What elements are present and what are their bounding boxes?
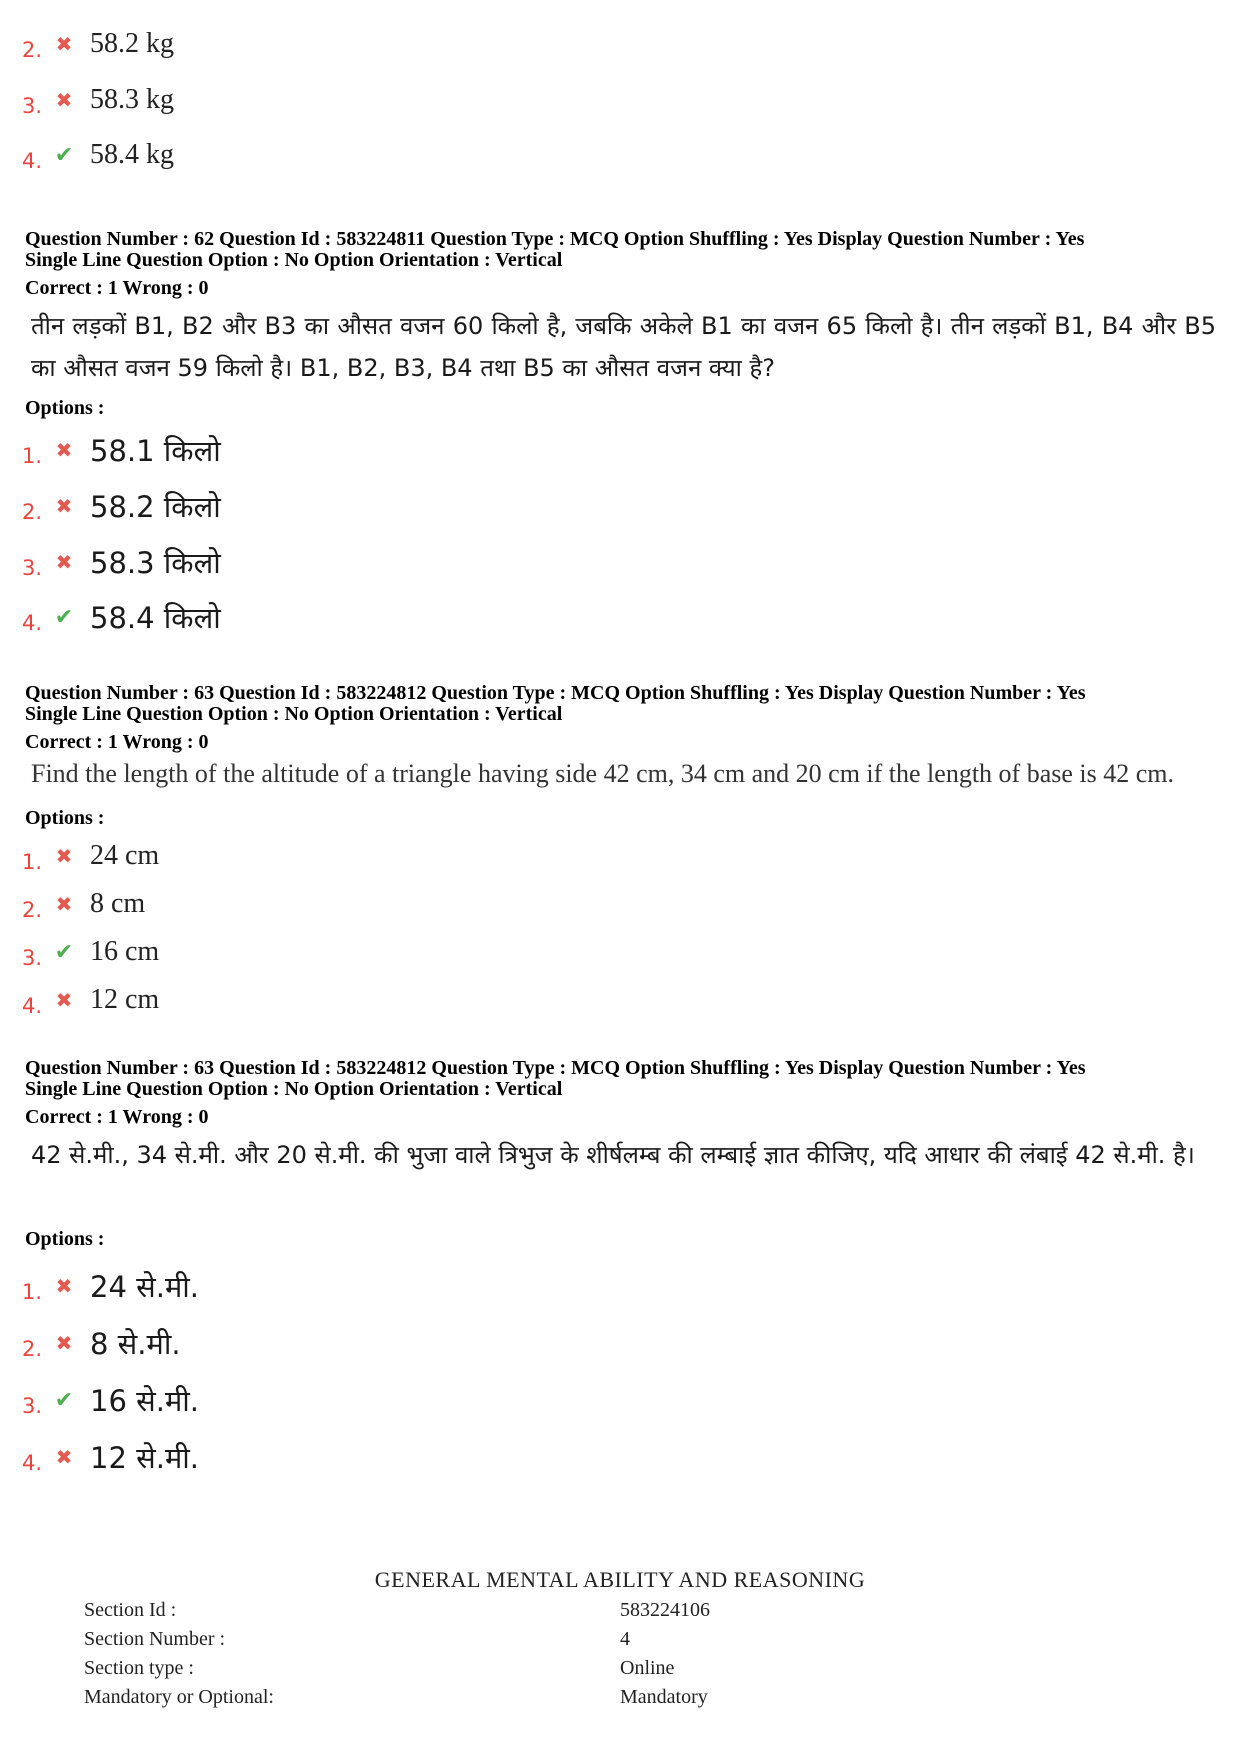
q62-options-label: Options : bbox=[25, 397, 105, 419]
cross-icon: ✖ bbox=[55, 32, 73, 56]
q62-meta-line-1: Question Number : 62 Question Id : 583224811 Question Type : MCQ Option Shuffling : Yes Display Question Number : Yes bbox=[25, 228, 1085, 250]
option-number: 3. bbox=[22, 94, 43, 118]
q63b-meta-line-2: Single Line Question Option : No Option Orientation : Vertical bbox=[25, 1078, 563, 1100]
cross-icon: ✖ bbox=[55, 988, 73, 1012]
check-icon: ✔ bbox=[54, 604, 74, 630]
option-text: 58.4 kg bbox=[90, 139, 174, 170]
option-number: 2. bbox=[22, 898, 43, 922]
option-number: 2. bbox=[22, 1337, 43, 1361]
q63a-option-4 bbox=[22, 980, 159, 1020]
option-number: 4. bbox=[22, 994, 43, 1018]
section-number-value: 4 bbox=[620, 1628, 630, 1650]
section-title: GENERAL MENTAL ABILITY AND REASONING bbox=[374, 1567, 866, 1592]
q62-meta-line-2: Single Line Question Option : No Option Orientation : Vertical bbox=[25, 249, 563, 271]
option-number: 4. bbox=[22, 1451, 43, 1475]
cross-icon: ✖ bbox=[55, 892, 73, 916]
option-text: 58.4 किलो bbox=[90, 600, 221, 635]
q63b-score: Correct : 1 Wrong : 0 bbox=[25, 1106, 209, 1128]
q63a-option-2 bbox=[22, 884, 145, 924]
q63b-question-text: 42 से.मी., 34 से.मी. और 20 से.मी. की भुजा वाले त्रिभुज के शीर्षलम्ब की लम्बाई ज्ञात कीजिए, यदि आधार की लंबाई 42 से.मी. है। bbox=[31, 1141, 1195, 1169]
option-number: 4. bbox=[22, 611, 43, 635]
option-number: 3. bbox=[22, 946, 43, 970]
check-icon: ✔ bbox=[54, 142, 74, 168]
option-text: 58.2 kg bbox=[90, 28, 174, 59]
option-text: 8 से.मी. bbox=[90, 1326, 181, 1361]
q62-option-2 bbox=[22, 486, 221, 526]
option-text: 58.3 किलो bbox=[90, 545, 221, 580]
q63b-option-4 bbox=[22, 1437, 199, 1477]
q63a-question-text: Find the length of the altitude of a triangle having side 42 cm, 34 cm and 20 cm if the length of base is 42 cm. bbox=[31, 759, 1175, 788]
option-text: 16 से.मी. bbox=[90, 1383, 200, 1418]
section-type-label: Section type : bbox=[84, 1657, 194, 1679]
q63a-score: Correct : 1 Wrong : 0 bbox=[25, 731, 209, 753]
option-number: 4. bbox=[22, 149, 43, 173]
option-text: 58.3 kg bbox=[90, 84, 174, 115]
cross-icon: ✖ bbox=[55, 88, 73, 112]
q63b-meta-line-1: Question Number : 63 Question Id : 583224812 Question Type : MCQ Option Shuffling : Yes Display Question Number : Yes bbox=[25, 1057, 1086, 1079]
q61-option-3 bbox=[22, 80, 174, 120]
q62-question-text: तीन लड़कों B1, B2 और B3 का औसत वजन 60 किलो है, जबकि अकेले B1 का वजन 65 किलो है। तीन लड़कों B1, B4 और B5 का औसत वजन 59 किलो है। B1, B2, B3, B4 तथा B5 का औसत वजन क्या है? bbox=[31, 312, 1216, 382]
section-mandatory-value: Mandatory bbox=[620, 1686, 708, 1708]
q63a-option-3 bbox=[22, 932, 159, 972]
check-icon: ✔ bbox=[54, 939, 74, 965]
q63b-option-3 bbox=[22, 1380, 199, 1420]
option-text: 24 cm bbox=[90, 840, 160, 871]
cross-icon: ✖ bbox=[55, 550, 73, 574]
option-text: 58.1 किलो bbox=[90, 433, 221, 468]
q62-score: Correct : 1 Wrong : 0 bbox=[25, 277, 209, 299]
cross-icon: ✖ bbox=[55, 1331, 73, 1355]
option-number: 3. bbox=[22, 556, 43, 580]
cross-icon: ✖ bbox=[55, 494, 73, 518]
option-number: 1. bbox=[22, 850, 43, 874]
option-number: 3. bbox=[22, 1394, 43, 1418]
section-number-label: Section Number : bbox=[84, 1628, 226, 1650]
option-text: 24 से.मी. bbox=[90, 1269, 200, 1304]
option-number: 1. bbox=[22, 444, 43, 468]
q63a-meta-line-1: Question Number : 63 Question Id : 583224812 Question Type : MCQ Option Shuffling : Yes Display Question Number : Yes bbox=[25, 682, 1086, 704]
q61-option-2 bbox=[22, 24, 174, 64]
option-number: 2. bbox=[22, 38, 43, 62]
section-type-value: Online bbox=[620, 1657, 675, 1679]
q63b-options-label: Options : bbox=[25, 1228, 105, 1250]
q63a-meta-line-2: Single Line Question Option : No Option Orientation : Vertical bbox=[25, 703, 563, 725]
option-number: 1. bbox=[22, 1280, 43, 1304]
q62-option-3 bbox=[22, 542, 221, 582]
option-text: 12 cm bbox=[90, 984, 160, 1015]
section-id-value: 583224106 bbox=[620, 1599, 710, 1621]
q62-option-1 bbox=[22, 430, 221, 470]
q61-option-4 bbox=[22, 135, 174, 175]
q63b-option-1 bbox=[22, 1266, 199, 1306]
option-text: 16 cm bbox=[90, 936, 160, 967]
q63a-option-1 bbox=[22, 836, 159, 876]
option-text: 8 cm bbox=[90, 888, 146, 919]
cross-icon: ✖ bbox=[55, 844, 73, 868]
section-id-label: Section Id : bbox=[84, 1599, 177, 1621]
section-mandatory-label: Mandatory or Optional: bbox=[84, 1686, 274, 1708]
check-icon: ✔ bbox=[54, 1387, 74, 1413]
option-text: 58.2 किलो bbox=[90, 489, 221, 524]
cross-icon: ✖ bbox=[55, 1274, 73, 1298]
q63a-options-label: Options : bbox=[25, 807, 105, 829]
cross-icon: ✖ bbox=[55, 1445, 73, 1469]
cross-icon: ✖ bbox=[55, 438, 73, 462]
q62-option-4 bbox=[22, 597, 221, 637]
option-text: 12 से.मी. bbox=[90, 1440, 200, 1475]
option-number: 2. bbox=[22, 500, 43, 524]
q63b-option-2 bbox=[22, 1323, 181, 1363]
